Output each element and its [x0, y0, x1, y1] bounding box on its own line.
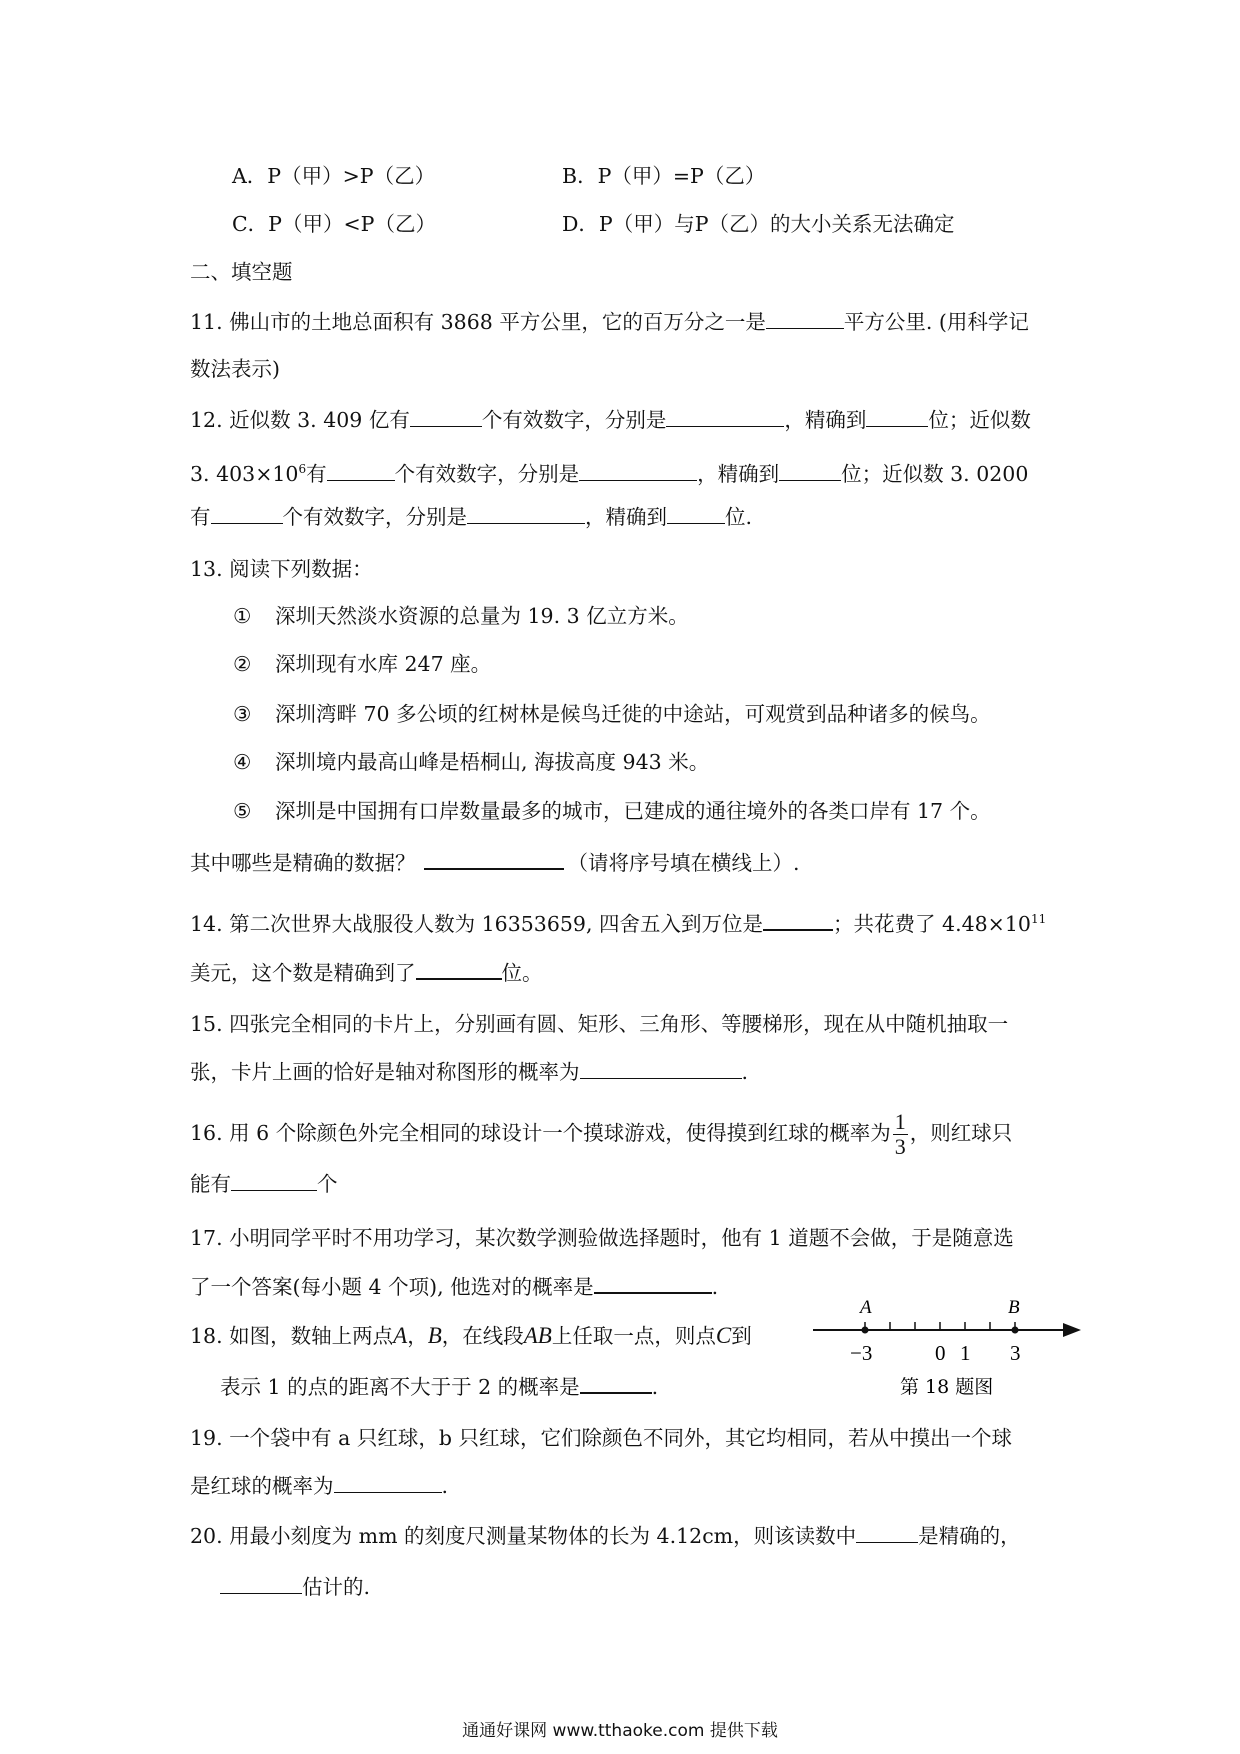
q18-text-d: 到	[731, 1324, 752, 1348]
number-line-point-b	[1012, 1327, 1019, 1334]
q19-text-a: 是红球的概率为	[190, 1474, 334, 1498]
q14-blank-1	[763, 909, 833, 931]
q18-blank	[580, 1372, 652, 1394]
q12-text-j: 有	[190, 505, 211, 529]
number-line-ticks	[865, 1322, 1015, 1330]
q12-blank-2	[666, 406, 784, 427]
q18-line-1	[190, 1322, 752, 1350]
q12-blank-9	[667, 503, 725, 524]
q20-line-2	[220, 1573, 370, 1601]
q12-text-h: ，精确到	[697, 461, 780, 486]
q16-line-2	[190, 1170, 338, 1198]
option-b: B．P（甲）=P（乙）	[562, 164, 766, 188]
q20-blank-2	[220, 1573, 302, 1594]
q12-blank-1	[410, 406, 482, 427]
q17-text-b: .	[711, 1275, 719, 1299]
q18-text-a: 18. 如图，数轴上两点	[190, 1324, 394, 1348]
tick-label-minus-3: −3	[850, 1341, 873, 1365]
q13-question-b: （请将序号填在横线上）.	[567, 851, 800, 875]
q18-line-2	[220, 1372, 658, 1401]
q13-item-1	[233, 602, 689, 630]
q13-item-5	[233, 797, 991, 825]
q13-item-5-text: 深圳是中国拥有口岸数量最多的城市，已建成的通往境外的各类口岸有 17 个。	[275, 799, 991, 823]
q17-blank	[594, 1272, 712, 1294]
option-a: A．P（甲）>P（乙）	[232, 164, 436, 188]
q14-text-d: 位。	[501, 961, 543, 985]
q12-text-l: ，精确到	[585, 505, 667, 529]
q15-blank	[580, 1058, 742, 1079]
q12-blank-5	[579, 460, 697, 481]
q20-blank-1	[856, 1522, 918, 1543]
q18-text-f: .	[651, 1375, 659, 1399]
q11-text-a: 11. 佛山市的土地总面积有 3868 平方公里，它的百万分之一是	[190, 310, 766, 334]
q16-fraction-denominator: 3	[894, 1134, 906, 1159]
q13-item-4	[233, 748, 709, 776]
q18-text-e: 表示 1 的点的距离不大于于 2 的概率是	[220, 1375, 580, 1399]
q16-text-a: 16. 用 6 个除颜色外完全相同的球设计一个摸球游戏，使得摸到红球的概率为	[190, 1121, 891, 1145]
q19-blank	[334, 1472, 442, 1493]
q13-blank	[424, 848, 564, 870]
q13-item-1-text: 深圳天然淡水资源的总量为 19. 3 亿立方米。	[275, 604, 689, 628]
q15-text-a: 张，卡片上画的恰好是轴对称图形的概率为	[190, 1060, 580, 1084]
q11-line-1	[190, 308, 1029, 336]
number-line-point-a	[862, 1327, 869, 1334]
q17-line-1: 17. 小明同学平时不用功学习，某次数学测验做选择题时，他有 1 道题不会做，于是随意选	[190, 1226, 1014, 1250]
section-title: 二、填空题	[190, 260, 293, 284]
q18-point-a: A	[393, 1323, 408, 1348]
q12-text-k: 个有效数字，分别是	[282, 505, 467, 529]
q13-item-2-num: ②	[233, 652, 252, 676]
q13-item-3	[233, 700, 991, 728]
figure-caption: 第 18 题图	[900, 1376, 994, 1398]
q12-line-3	[190, 503, 752, 531]
q12-text-f: 有	[306, 461, 327, 486]
tick-label-1: 1	[960, 1341, 971, 1365]
q18-point-b: B	[427, 1323, 442, 1348]
number-line-figure	[805, 1288, 1085, 1398]
q13-item-3-num: ③	[233, 702, 252, 726]
q18-text-c: 上任取一点，则点	[551, 1324, 716, 1348]
q16-line-1	[190, 1110, 1012, 1159]
option-d: D．P（甲）与P（乙）的大小关系无法确定	[562, 212, 955, 236]
q13-question-a: 其中哪些是精确的数据？	[190, 851, 416, 875]
q13-item-2-text: 深圳现有水库 247 座。	[275, 652, 492, 676]
q16-blank	[231, 1170, 317, 1191]
q12-blank-6	[779, 460, 841, 481]
q19-line-2	[190, 1472, 448, 1500]
q12-text-e: 3. 403×10	[190, 461, 299, 486]
q12-line-2	[190, 455, 1028, 488]
q16-fraction-numerator: 1	[894, 1109, 906, 1134]
q12-line-1	[190, 406, 1031, 434]
q18-text-b: ，在线段	[441, 1324, 524, 1348]
q15-line-2	[190, 1058, 748, 1086]
q16-text-b: ，则红球只	[909, 1121, 1013, 1145]
q12-text-b: 个有效数字，分别是	[481, 408, 667, 432]
q20-line-1	[190, 1522, 1021, 1550]
q19-text-b: .	[441, 1474, 449, 1498]
q15-line-1: 15. 四张完全相同的卡片上，分别画有圆、矩形、三角形、等腰梯形，现在从中随机抽取一	[190, 1012, 1009, 1036]
q15-text-b: .	[741, 1060, 749, 1084]
q12-text-d: 位；近似数	[928, 408, 1031, 432]
q13-item-4-num: ④	[233, 750, 252, 774]
q20-text-c: 估计的.	[302, 1575, 371, 1599]
number-line-label-a: A	[860, 1297, 872, 1318]
q12-text-m: 位.	[725, 505, 753, 529]
q12-text-i: 位；近似数 3. 0200	[841, 461, 1029, 486]
number-line-label-b: B	[1008, 1297, 1020, 1318]
q14-text-c: 美元，这个数是精确到了	[190, 961, 416, 985]
q13-item-2	[233, 650, 491, 678]
q14-line-2	[190, 958, 543, 987]
q12-blank-3	[866, 406, 928, 427]
q12-text-g: 个有效数字，分别是	[394, 461, 580, 486]
q12-blank-7	[211, 503, 283, 524]
option-c: C．P（甲）<P（乙）	[232, 212, 436, 236]
q12-blank-4	[327, 460, 395, 481]
q12-blank-8	[467, 503, 585, 524]
q12-text-a: 12. 近似数 3. 409 亿有	[190, 408, 410, 432]
q18-sep: ，	[407, 1324, 428, 1348]
q18-point-c: C	[715, 1323, 732, 1348]
q20-text-b: 是精确的，	[918, 1524, 1021, 1548]
q16-fraction	[893, 1110, 908, 1159]
q11-line-2: 数法表示)	[190, 357, 280, 381]
number-line-arrow	[1063, 1323, 1081, 1337]
q14-text-a: 14. 第二次世界大战服役人数为 16353659, 四舍五入到万位是	[190, 911, 764, 936]
q13-item-5-num: ⑤	[233, 799, 252, 823]
q14-text-b: ；共花费了 4.48×10	[833, 911, 1031, 936]
q20-text-a: 20. 用最小刻度为 mm 的刻度尺测量某物体的长为 4.12cm，则该读数中	[190, 1524, 857, 1548]
q13-item-4-text: 深圳境内最高山峰是梧桐山, 海拔高度 943 米。	[275, 750, 710, 774]
q17-text-a: 了一个答案(每小题 4 个项), 他选对的概率是	[190, 1275, 594, 1299]
tick-label-0: 0	[935, 1341, 946, 1365]
q14-exponent: 11	[1030, 912, 1047, 926]
q14-blank-2	[416, 958, 502, 980]
q14-line-1	[190, 905, 1046, 938]
q19-line-1: 19. 一个袋中有 a 只红球，b 只红球，它们除颜色不同外，其它均相同，若从中摸出一个球	[190, 1426, 1013, 1450]
q17-line-2	[190, 1272, 718, 1301]
q18-segment-ab: AB	[523, 1323, 552, 1348]
q13-item-1-num: ①	[233, 604, 252, 628]
q16-text-c: 能有	[190, 1172, 231, 1196]
q13-item-3-text: 深圳湾畔 70 多公顷的红树林是候鸟迁徙的中途站，可观赏到品种诸多的候鸟。	[275, 702, 991, 726]
footer-credit: 通通好课网 www.tthaoke.com 提供下载	[462, 1721, 778, 1741]
q13-question	[190, 848, 800, 877]
q11-text-b: 平方公里. (用科学记	[843, 310, 1029, 334]
q11-blank	[766, 308, 844, 329]
q12-text-c: ，精确到	[784, 408, 867, 432]
tick-label-3: 3	[1010, 1341, 1021, 1365]
q13-intro: 13. 阅读下列数据：	[190, 557, 373, 581]
q12-exponent: 6	[298, 462, 307, 476]
q16-text-d: 个	[317, 1172, 338, 1196]
